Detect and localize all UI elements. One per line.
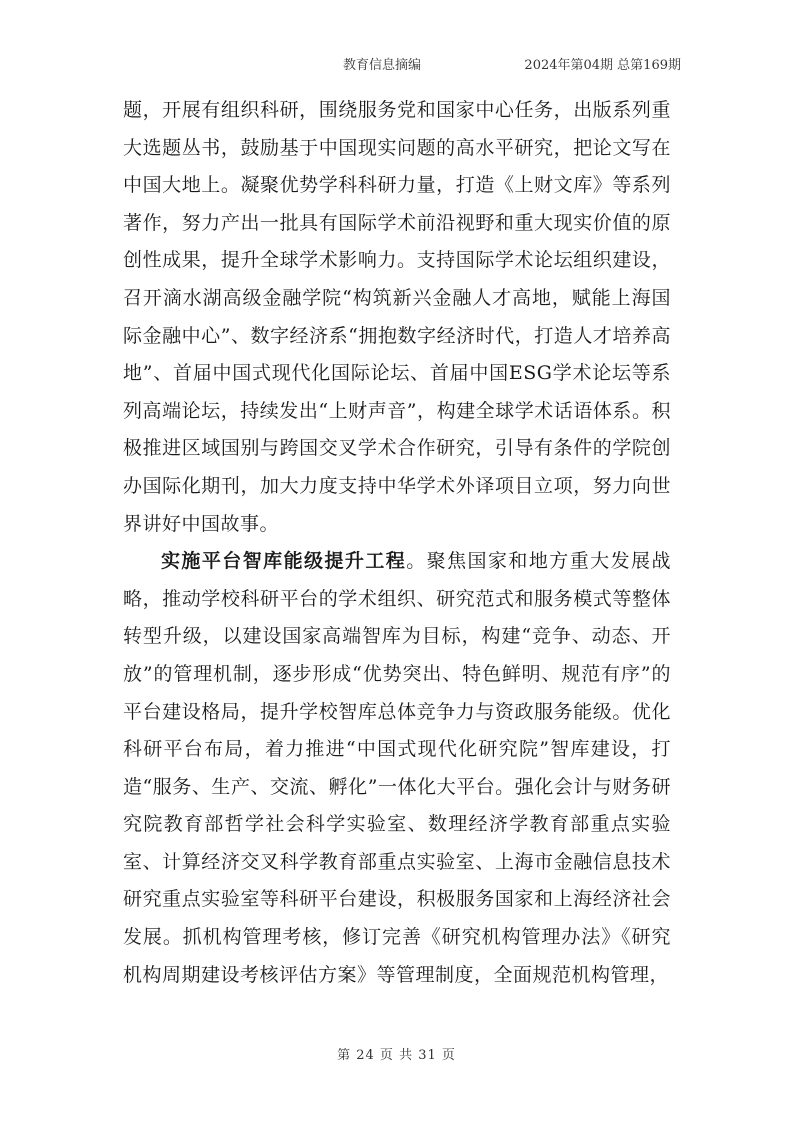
paragraph-continued: 题，开展有组织科研，围绕服务党和国家中心任务，出版系列重大选题丛书，鼓励基于中国现实问题的高水平研究，把论文写在中国大地上。凝聚优势学科科研力量，打造《上财文库》等系列著作，努力产出一批具有国际学术前沿视野和重大现实价值的原创性成果，提升全球学术影响力。支持国际学术论坛组织建设，召开滴水湖高级金融学院“构筑新兴金融人才高地，赋能上海国际金融中心”、数字经济系“拥抱数字经济时代，打造人才培养高地”、首届中国式现代化国际论坛、首届中国ESG学术论坛等系列高端论坛，持续发出“上财声音”，构建全球学术话语体系。积极推进区域国别与跨国交叉学术合作研究，引导有条件的学院创办国际化期刊，加大力度支持中华学术外译项目立项，努力向世界讲好中国故事。 xyxy=(123,99,671,535)
page-header xyxy=(343,54,681,74)
page-number: 第 24 页 共 31 页 xyxy=(337,1048,456,1063)
paragraph-platform-think-tank xyxy=(123,543,671,994)
page-footer xyxy=(0,1044,793,1063)
paragraph-text: 。聚焦国家和地方重大发展战略，推动学校科研平台的学术组织、研究范式和服务模式等整体转型升级，以建设国家高端智库为目标，构建“竞争、动态、开放”的管理机制，逐步形成“优势突出、特色鲜明、规范有序”的平台建设格局，提升学校智库总体竞争力与资政服务能级。优化科研平台布局，着力推进“中国式现代化研究院”智库建设，打造“服务、生产、交流、孵化”一体化大平台。强化会计与财务研究院教育部哲学社会科学实验室、数理经济学教育部重点实验室、计算经济交叉科学教育部重点实验室、上海市金融信息技术研究重点实验室等科研平台建设，积极服务国家和上海经济社会发展。抓机构管理考核，修订完善《研究机构管理办法》《研究机构周期建设考核评估方案》等管理制度，全面规范机构管理， xyxy=(123,550,671,986)
issue-number: 2024年第04期 总第169期 xyxy=(524,58,681,73)
journal-title: 教育信息摘编 xyxy=(343,58,422,73)
article-body xyxy=(123,92,671,994)
paragraph-lead-heading: 实施平台智库能级提升工程 xyxy=(161,550,407,573)
